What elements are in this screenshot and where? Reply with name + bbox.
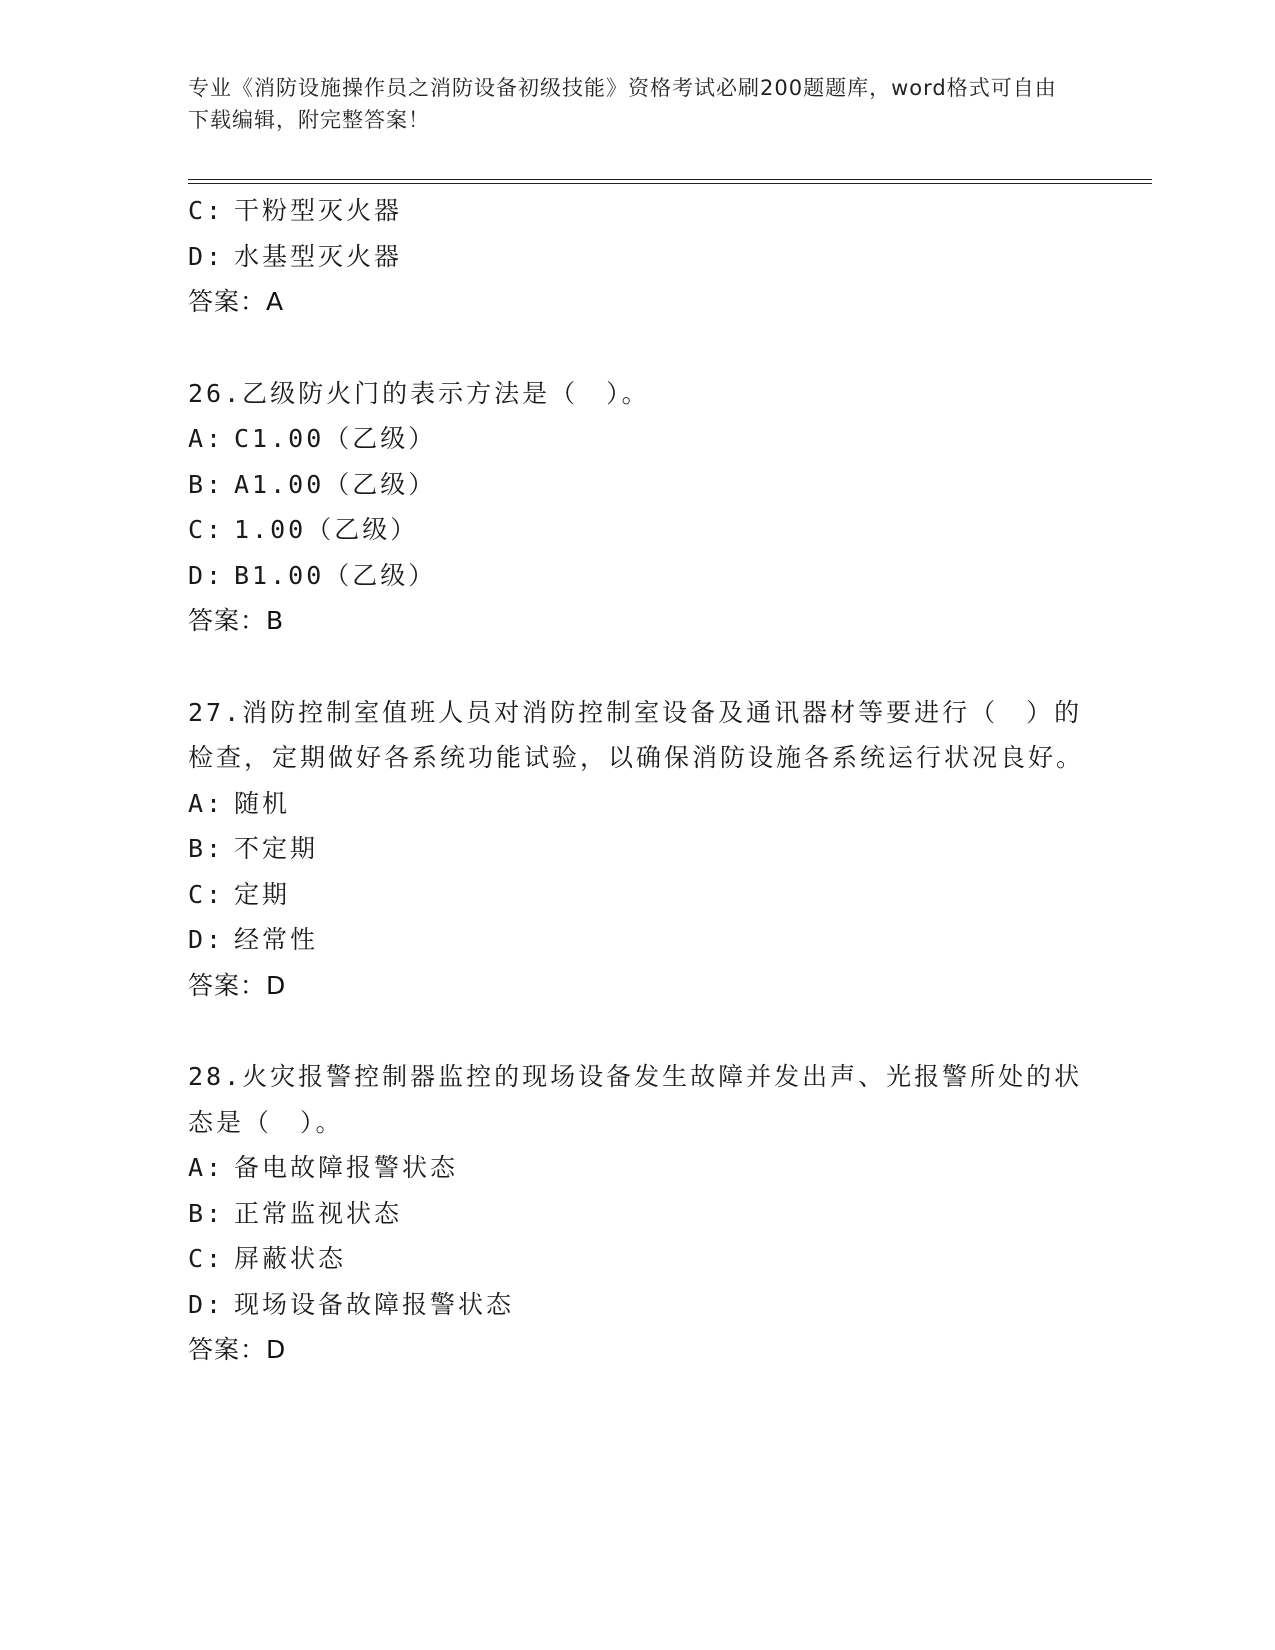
question-list bbox=[188, 188, 1088, 1373]
option-text: 正常监视状态 bbox=[234, 1198, 403, 1228]
option-line bbox=[188, 1145, 1088, 1191]
option-key: C: bbox=[188, 196, 225, 225]
option-line bbox=[188, 826, 1088, 872]
option-key: D: bbox=[188, 925, 225, 954]
option-text: 不定期 bbox=[234, 834, 319, 863]
option-text: 备电故障报警状态 bbox=[234, 1153, 459, 1182]
header-divider-top bbox=[188, 179, 1152, 180]
option-text: 现场设备故障报警状态 bbox=[234, 1289, 515, 1319]
answer-line: 答案：D bbox=[188, 970, 287, 1000]
option-key: B: bbox=[188, 834, 225, 863]
option-line bbox=[188, 507, 1088, 553]
continued-question bbox=[188, 188, 1088, 325]
option-line bbox=[188, 781, 1088, 827]
document-header: 专业《消防设施操作员之消防设备初级技能》资格考试必刷200题题库，word格式可自由下载编辑，附完整答案！ bbox=[188, 76, 1057, 132]
option-key: A: bbox=[188, 788, 225, 818]
option-text: 屏蔽状态 bbox=[234, 1244, 347, 1273]
option-key: D: bbox=[188, 1289, 225, 1319]
option-key: B: bbox=[188, 1198, 225, 1228]
option-key: C: bbox=[188, 879, 225, 909]
option-line bbox=[188, 553, 1088, 599]
question-stem: 28.火灾报警控制器监控的现场设备发生故障并发出声、光报警所处的状态是（ ）。 bbox=[188, 1062, 1083, 1137]
option-text: 水基型灭火器 bbox=[234, 241, 403, 271]
option-text: 定期 bbox=[234, 879, 291, 909]
option-text: C1.00（乙级） bbox=[234, 424, 437, 453]
question-27 bbox=[188, 690, 1088, 1009]
option-text: 随机 bbox=[234, 788, 291, 818]
option-line bbox=[188, 872, 1088, 918]
question-26 bbox=[188, 371, 1088, 644]
option-line bbox=[188, 234, 1088, 280]
option-text: 经常性 bbox=[234, 925, 319, 954]
option-text: 1.00（乙级） bbox=[234, 515, 419, 544]
question-stem: 26.乙级防火门的表示方法是（ ）。 bbox=[188, 378, 650, 408]
header-divider-bottom bbox=[188, 183, 1152, 184]
option-key: A: bbox=[188, 1153, 225, 1182]
option-line bbox=[188, 1236, 1088, 1282]
option-line bbox=[188, 1282, 1088, 1328]
option-text: A1.00（乙级） bbox=[234, 469, 437, 499]
option-line bbox=[188, 188, 1088, 234]
option-text: B1.00（乙级） bbox=[234, 560, 437, 590]
option-line bbox=[188, 1191, 1088, 1237]
option-line bbox=[188, 416, 1088, 462]
option-key: D: bbox=[188, 560, 225, 590]
option-key: D: bbox=[188, 241, 225, 271]
question-stem: 27.消防控制室值班人员对消防控制室设备及通讯器材等要进行（ ）的检查，定期做好各系统功能试验，以确保消防设施各系统运行状况良好。 bbox=[188, 697, 1085, 772]
option-line bbox=[188, 462, 1088, 508]
answer-line: 答案：D bbox=[188, 1335, 287, 1364]
option-key: C: bbox=[188, 1244, 225, 1273]
option-key: C: bbox=[188, 515, 225, 544]
question-28 bbox=[188, 1054, 1088, 1373]
answer-line: 答案：B bbox=[188, 606, 285, 635]
option-text: 干粉型灭火器 bbox=[234, 196, 403, 225]
option-line bbox=[188, 917, 1088, 963]
option-key: B: bbox=[188, 469, 225, 499]
answer-line: 答案：A bbox=[188, 287, 285, 316]
option-key: A: bbox=[188, 424, 225, 453]
